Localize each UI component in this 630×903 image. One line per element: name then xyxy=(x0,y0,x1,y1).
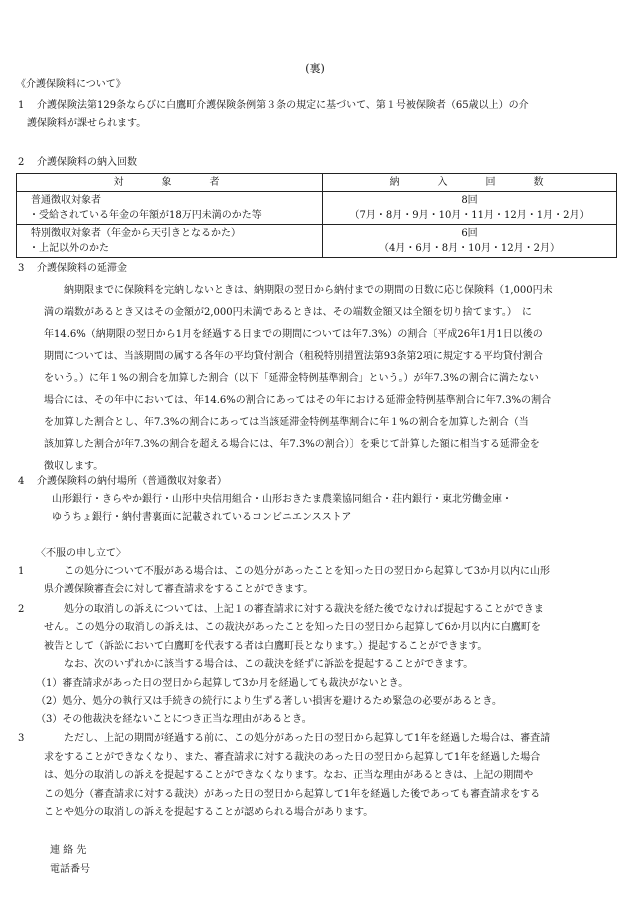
table-cell-count xyxy=(323,225,617,258)
section-4-number: 4 xyxy=(18,476,25,487)
target-line2: ・上記以外のかた xyxy=(29,243,109,254)
payment-count-table xyxy=(16,173,617,258)
appeal-3-line: ただし、上記の期間が経過する前に、この処分があった日の翌日から起算して1年を経過した場合は、審査請 xyxy=(64,733,551,744)
paragraph-line: 場合には、その年中においては、年14.6%の割合にあってはその年における延滞金特例基準割合に年7.3%の割合 xyxy=(44,395,552,406)
appeal-3-line: ことや処分の取消しの訴えを提起することが認められる場合があります。 xyxy=(44,807,374,818)
appeal-2-item: （1）審査請求があった日の翌日から起算して3か月を経過しても裁決がないとき。 xyxy=(36,678,409,689)
paragraph-line: 該加算した割合が年7.3%の割合を超える場合には、年7.3%の割合）〕を乗じて計算した額に相当する延滞金を xyxy=(44,439,540,450)
table-cell-target xyxy=(17,192,323,225)
appeal-1-number: 1 xyxy=(18,566,25,577)
count-months: （4月・6月・8月・10月・12月・2月） xyxy=(379,243,560,254)
table-header-target: 対 象 者 xyxy=(17,174,323,192)
paragraph-line: 年14.6%（納期限の翌日から1月を経過する日までの期間については年7.3%）の割合〔平成26年1月1日以後の xyxy=(44,329,543,340)
phone-label: 電話番号 xyxy=(50,864,90,875)
payment-places-line1: 山形銀行・きらやか銀行・山形中央信用組合・山形おきたま農業協同組合・荘内銀行・東北労働金庫・ xyxy=(52,494,512,505)
table-row xyxy=(17,192,617,225)
appeal-1-line: 県介護保険審査会に対して審査請求をすることができます。 xyxy=(44,584,314,595)
table-row xyxy=(17,225,617,258)
section-2-number: 2 xyxy=(18,157,25,168)
appeal-2-item: （2）処分、処分の執行又は手続きの続行により生ずる著しい損害を避けるため緊急の必要があるとき。 xyxy=(36,696,502,707)
appeal-3-number: 3 xyxy=(18,733,25,744)
section-1-number: 1 xyxy=(18,100,25,111)
paragraph-line: を加算した割合とし、年7.3%の割合にあっては当該延滞金特例基準割合に年１%の割合を加算した割合（当 xyxy=(44,417,529,428)
section-3-title: 介護保険料の延滞金 xyxy=(37,263,127,274)
paragraph-line: 徴収します。 xyxy=(44,461,104,472)
table-cell-count xyxy=(323,192,617,225)
section-3-number: 3 xyxy=(18,263,25,274)
appeal-3-line: は、処分の取消しの訴えを提起することができなくなります。なお、正当な理由があるときは、上記の期間や xyxy=(44,770,534,781)
appeal-3-line: 求をすることができなくなり、また、審査請求に対する裁決のあった日の翌日から起算して1年を経過した場合 xyxy=(44,752,541,763)
table-cell-target xyxy=(17,225,323,258)
late-fee-paragraph xyxy=(44,280,616,478)
appeal-2-line: 被告として（訴訟において白鷹町を代表する者は白鷹町長となります。）提起することができます。 xyxy=(44,641,488,652)
appeal-2-line: 処分の取消しの訴えについては、上記１の審査請求に対する裁決を経た後でなければ提起することができま xyxy=(64,604,544,615)
payment-places-line2: ゆうちょ銀行・納付書裏面に記載されているコンビニエンスストア xyxy=(52,512,352,523)
table-header-row xyxy=(17,174,617,192)
section-1-text-line2: 護保険料が課せられます。 xyxy=(27,118,147,129)
target-line2: ・受給されている年金の年額が18万円未満のかた等 xyxy=(29,210,262,221)
page-title: (裏) xyxy=(305,62,325,75)
appeal-1-line: この処分について不服がある場合は、この処分があったことを知った日の翌日から起算して3か月以内に山形 xyxy=(64,566,551,577)
count-value: 8回 xyxy=(461,195,478,206)
contact-label: 連 絡 先 xyxy=(50,845,87,856)
section-heading: 《介護保険料について》 xyxy=(16,79,126,90)
paragraph-line: 期間については、当該期間の属する各年の平均貸付割合（租税特別措置法第93条第2項に規定する平均貸付割合 xyxy=(44,351,543,362)
appeal-heading: 〈不服の申し立て〉 xyxy=(36,548,126,559)
target-line1: 特別徴収対象者（年金から天引きとなるかた） xyxy=(31,228,241,239)
count-value: 6回 xyxy=(461,228,478,239)
paragraph-line: 納期限までに保険料を完納しないときは、納期限の翌日から納付までの期間の日数に応じ保険料（1,000円未 xyxy=(64,285,553,296)
target-line1: 普通徴収対象者 xyxy=(31,195,101,206)
table-header-count: 納 入 回 数 xyxy=(323,174,617,192)
count-months: （7月・8月・9月・10月・11月・12月・1月・2月） xyxy=(349,210,590,221)
section-4-title: 介護保険料の納付場所（普通徴収対象者） xyxy=(37,476,227,487)
appeal-2-item: （3）その他裁決を経ないことにつき正当な理由があるとき。 xyxy=(36,714,312,725)
paragraph-line: をいう。）に年１%の割合を加算した割合（以下「延滞金特例基準割合」という。）が年7.3%の割合に満たない xyxy=(44,373,539,384)
appeal-3-line: この処分（審査請求に対する裁決）があった日の翌日から起算して1年を経過した後であっても審査請求をする xyxy=(44,789,541,800)
appeal-2-number: 2 xyxy=(18,604,25,615)
section-1-text-line1: 介護保険法第129条ならびに白鷹町介護保険条例第３条の規定に基づいて、第１号被保険者（65歳以上）の介 xyxy=(37,100,529,111)
section-2-title: 介護保険料の納入回数 xyxy=(37,157,137,168)
paragraph-line: 満の端数があるとき又はその金額が2,000円未満であるときは、その端数金額又は全額を切り捨てます。） に xyxy=(44,307,532,318)
appeal-2-line: せん。この処分の取消しの訴えは、この裁決があったことを知った日の翌日から起算して6か月以内に白鷹町を xyxy=(44,622,541,633)
appeal-2-line: なお、次のいずれかに該当する場合は、この裁決を経ずに訴訟を提起することができます。 xyxy=(64,659,474,670)
